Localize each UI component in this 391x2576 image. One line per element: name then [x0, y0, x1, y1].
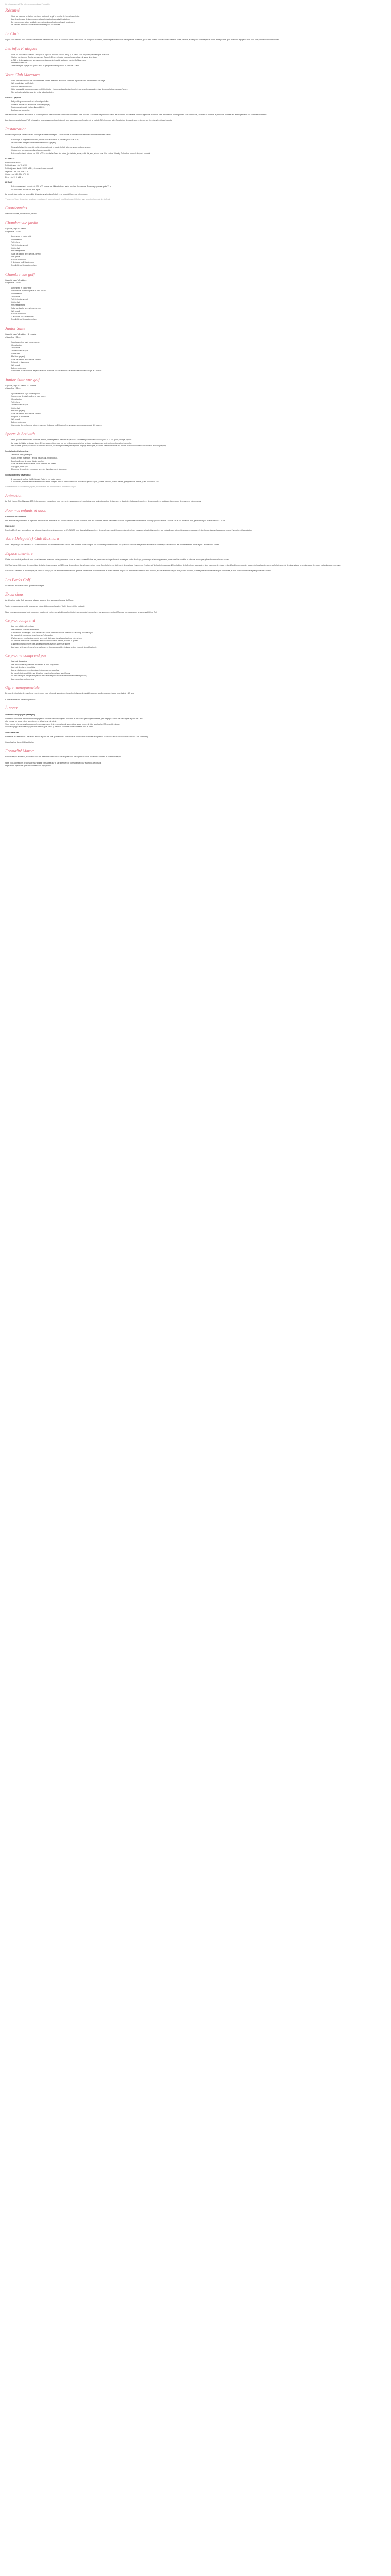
paragraph: Formule tout inclus Petit déjeuner : de 7h à 10h Petit déjeuner tardif : 10h30 à 11h, viennoiseries au cocktail. Déjeuner : de 12 h 30 à 14 h Goûter : de 16 h 00 à 17 h 30 Dîner : de 19 h à 22 h [5, 161, 54, 178]
section-title: Pour vos enfants & ados [5, 507, 46, 513]
list-item: • Téléphone [11, 296, 376, 299]
bullet-list [5, 287, 376, 321]
subheading: Sports / activités* payant(e)s : [5, 473, 31, 476]
list-item: • 1 lit double ou 2 lits simples [11, 316, 376, 319]
list-item: • Situé au Nord-Est du Maroc, l'aéroport d'Oujda se trouve à env. 55 km (1h) et à env. 125 km (1h45) de l'aéroport de Nador. [11, 54, 376, 57]
paragraph: Restaurant principal climatisé avec une large terrasse ombragée. Cuisine locale et internationale servie sous forme de buffets variés. [5, 133, 111, 136]
list-item: • Aquagym, water-polo. [11, 466, 376, 469]
list-item: • Votre club se compose de 150 chambres, toutes réservées aux Club Marmara, réparties dans 3 bâtiments d'un étage. [11, 80, 376, 83]
list-item: • Sur une vue depuis le golf et le parc naturel [11, 290, 376, 293]
list-item: • Télévision écran plat [11, 404, 376, 407]
list-item: • Station balnéaire de Saidia, surnommée "la perle Bleue", réputée pour sa longue plage de sable fin et doux. [11, 56, 376, 59]
list-item: • Balcon ou terrasse [11, 367, 376, 370]
list-item: • La formule "tout inclus" : les repas, les boissons locales à volonté, snacks et goûter. [11, 640, 376, 643]
section-pour-vos-enfants-ados [5, 508, 376, 532]
list-item: • Deux piscines extérieures, dont une animée, aménagées de transats et parasols. Serviettes piscine avec caution (env. 10 €) sur place, change payant. [11, 439, 376, 442]
list-item: • Taxe de séjour à payer sur place : env. 4€ par personne et par nuit à partir de 12 ans. [11, 65, 376, 68]
footnote: * Indépendants du club et non payant, sous réserve de disponibilité au moment du séjour. [5, 485, 77, 488]
section-votre-club-marmara [5, 73, 376, 122]
section-les-packs-golf [5, 578, 376, 588]
list-item: • Coffre-fort [11, 407, 376, 410]
list-item: • Composée d'une chambre séparée avec un lit double ou 2 lits simples, un espace salon avec canapé lit 2 places. [11, 370, 376, 373]
section-title: Les Packs Golf [5, 577, 30, 582]
bullet-list [5, 454, 376, 471]
list-item: • À 750 m de la marina, des zones commerciales animées et à quelques pas du Golf Les Lacs. [11, 59, 376, 62]
paragraph: Séjour sous le soleil pour un hôtel de la station balnéaire de Saidia et son doux climat. Votre club, sur l'élégance moderne, offre hospitalité et confort de la piscine de saison, pour vous faciliter ce que l'on souhaite de votre pièce de jeunes pour votre séjour de bord, entre piscine, golf ou encore équipées d'un bord privé, un repos méditerranéen. [5, 38, 280, 41]
section-chambre-vue-golf [5, 272, 376, 321]
section-title: Junior Suite vue golf [5, 377, 40, 382]
list-item: • Balcon ou terrasse [11, 313, 376, 316]
list-item: • Hôtel accessible aux personnes à mobilité réduite : équipements adaptés et équipée de chambres adaptées (sur demande) et de rampes d'accès. [11, 88, 376, 91]
sections [5, 8, 376, 768]
list-item: • Téléphone [11, 401, 376, 404]
section-title: Ce prix ne comprend pas [5, 653, 47, 658]
list-item: • Coffre-fort [11, 301, 376, 304]
list-item: • Climatisation [11, 344, 376, 347]
list-item: • Location de voitures auprès de notre délégué(e). [11, 104, 376, 107]
section-offre-monoparentale [5, 685, 376, 701]
paragraph: Votre Délégué(e) Club Marmara, 100% francophone, vous est entièrement dédié. Il est présent tout au long de vos vacances pour répondre à vos questions et vous faire profiter au mieux de votre séjour et découvrir les incontournables de la région : excursions, sorties... [5, 544, 221, 546]
section-les-infos-pratiques [5, 46, 376, 68]
section-title: Offre monoparentale [5, 685, 40, 690]
section-chambre-vue-jardin [5, 221, 376, 267]
list-item: • Salle de fitness et accès libre, cours collectifs de fitness. [11, 463, 376, 466]
subheading: LA TABLE* [5, 158, 15, 160]
list-item: • Coffre-fort [11, 247, 376, 250]
list-item: • Possibilité de lit supplémentaire [11, 264, 376, 267]
section-restauration [5, 127, 376, 201]
list-item: • Lumineuse et confortable [11, 235, 376, 239]
list-item: • Padel, terrain multisport : tennis, basket-ball, mini football. [11, 457, 376, 460]
list-item: • Baby-sitting sur demande et selon disponibilité. [11, 100, 376, 104]
list-item: • Les excursions optionnelles. [11, 678, 376, 681]
list-item: • Mini-bar (payant) [11, 410, 376, 413]
list-item: • La taxe de séjour à régler sur place à votre arrivée (sous réserve de modification sans préavis). [11, 675, 376, 678]
section-title: Votre Délégué(e) Club Marmara [5, 536, 59, 541]
list-item: • Télévision écran plat [11, 350, 376, 353]
section-ce-prix-comprend [5, 618, 376, 649]
list-item: • Les vols affrétés aller-retour. [11, 625, 376, 629]
section-votre-delegue-e-club-marmara [5, 536, 376, 547]
section-title: Votre Club Marmara [5, 72, 40, 77]
subheading: M'LOUNGE [5, 525, 15, 528]
list-item: • Balcon ou terrasse [11, 421, 376, 425]
list-item: • Téléphone [11, 347, 376, 350]
list-item: • Mini-bar (payant) [11, 355, 376, 359]
list-item: • Wifi gratuit [11, 364, 376, 367]
subheading: L'ATELIER DES SURFS* [5, 515, 26, 518]
paragraph: Au départ de votre Club Marmara, plongez au cœur des grandes richesses du Maroc. Toutes ces excursions sont à réserver sur place. Liste non exhaustive. Tarifs donnés à titre indicatif. Nous vous suggérons que toute excursion, location de voiture ou activité qu'elle effectuée par un autre intermédiaire que votre représentant Marmara n'engagera pas la responsabilité de TUI. [5, 599, 157, 613]
list-item: • Climatisation [11, 239, 376, 242]
list-item: • Spacieuse et de style contemporain [11, 341, 376, 344]
paragraph: Pour les séjour au Maroc, il convient pour les ressortissants français de disposer d'un passeport en cours de validité couvrant la totalité du séjour. Nous vous conseillons de consulter la rubrique formalités (sur le site internet) de votre agence pour avoir plus de détails. https://www.diplomatie.gouv.fr/fr/conseils-aux-voyageurs/ [5, 756, 122, 767]
bullet-list [5, 100, 376, 112]
section-title: Sports & Activités [5, 432, 36, 436]
paragraph: Pour les 13-17 ans : une salle ou se retrouvent avec leur animateur dans le M'LOUNGE pour des activités sportives, des challenges ou défis connectés entre leurs vacances, et activités sportives ou culturelles en soirée (des vacances scolaires). La club se réserve la pause au moins 2 semaines à l'annulation. [5, 529, 252, 531]
list-item: • Services de blanchisserie. [11, 86, 376, 89]
list-item: • Le cocktail de bienvenue, les réunions d'information. [11, 634, 376, 637]
hotel-description [0, 0, 381, 768]
paragraph: Capacité jusqu'à 3 adultes. • Superficie : 32 m² [5, 227, 27, 233]
list-item: • Téléphone [11, 241, 376, 244]
section-title: Coordonnées [5, 206, 27, 211]
tab-nav-text[interactable]: Ce prix comprend / Ce prix ne comprend pas Formalités [5, 3, 50, 5]
paragraph: Capacité jusqu'à 3 adultes. • Superficie : 39 m² [5, 279, 27, 284]
bullet-list [5, 146, 376, 155]
subheading: • Offre sans cafi [5, 732, 19, 734]
list-item: • Les prestations non mentionnées et dépenses personnelles. [11, 669, 376, 672]
paragraph: Capacité jusqu'à 2 adultes + 2 enfants. • Superficie : 52 m² [5, 333, 37, 338]
paragraph: Station Balnéaire, Saïdia 60260, Maroc [5, 213, 37, 215]
section-a-noter [5, 706, 376, 744]
section-title: Résumé [5, 7, 20, 13]
bullet-list [5, 393, 376, 427]
paragraph: Les chambres spécifiques PMR nécessitent un aménagement particulier et sont soumises à confirmation de la part de TUI et devront faire l'objet d'une demande auprès de vos services dans les délais impartis. [5, 119, 172, 122]
section-excursions [5, 592, 376, 614]
list-item: • La plage de Saidia se trouve à env. 1,5 km, accessible à pied par un petit passage privé de la plage, publique mais aménagée de transats et parasols. [11, 442, 376, 445]
paragraph: Possibilité de réserver un Club avec les vols à partir de 69 € (par rapport à la formule de réservation mixte dès le départ du 01/06/2024 au 30/06/2024 hors vols du Club Marmara) Consultez les disponibilités et tarifs. [5, 735, 148, 743]
list-item: • Sur une vue depuis le golf et le parc naturel [11, 395, 376, 398]
list-item: • Boutique de souvenirs. [11, 109, 376, 112]
section-resume [5, 8, 376, 27]
list-item: • Normes locales : 4* [11, 62, 376, 65]
bullet-list [5, 235, 376, 267]
list-item: • Coffre-fort [11, 353, 376, 356]
bullet-list [5, 54, 376, 68]
list-item: • Mini-réfrigérateur [11, 250, 376, 253]
section-sports-activites [5, 432, 376, 488]
section-junior-suite-vue-golf [5, 378, 376, 427]
section-title: Excursions [5, 592, 24, 597]
list-item: • Repas buffet varié à volonté : cuisine internationale et locale, buffet à thème, show cooking, snack... [11, 146, 376, 149]
paragraph: L'hôtel vous invite à profiter de son spa et hammam avec une vaste gamme de soins, le sauna accessible tous les jours avec un large choix de massages, soins du visage, gommages et enveloppements, mais aussi de produits et soins de massages grâce et réservation sur place. Golf Des Lacs : hôtel avec des conditions de tarifs et parcours de golf 18 trous, de conditions dans le cadre d'une zone d'une belle forme d'éléments de pratique : les greens, c'est un golf de haut niveau avec différents lieux de la fin et des accessoires à un parcours de niveau et de difficulté pour vous les joueurs de tous les niveaux, à golf-club organisé des tournois de la session avec des cours particuliers ou en groupe. Golf Three : Moderne et dynamique ; ce parcours conçu par son énorme de et avec une gamme intéressante de compétitions et divers terrains de jeu. Les débutants trouveront leur bonheur, et une académie de golf à la journée ou demi-journée pour les amateurs les plus confirmés, et d'un professionnel de la pratique de haut niveau. [5, 558, 341, 572]
section-junior-suite [5, 326, 376, 373]
section-formalite-maroc [5, 749, 376, 767]
list-item: • Les taxes aériennes, le surcharge carburant et transporteur et les frais de gestion (soumis à modifications). [11, 646, 376, 649]
list-item: • Salle de douche avec sèche-cheveux [11, 359, 376, 362]
list-item: • Wifi gratuit [11, 310, 376, 313]
list-item: • Peignoir et chaussons [11, 416, 376, 419]
paragraph: Vérifier les conditions de la franchise bagages en fonction des compagnies aériennes et des vols : petit réglementaires, petit bagages, forfait par passagers à partir de 2 ans. • Le voyage en soute est en supplément et à la charge du client. Vous pouvez réserver vos bagages ou le surclassement de la réservation de votre séjour, vous pourrez le faire au plus tard 72h avant le départ. Si vous voyagez avec des bagages hors format (golf, vélo...), merci de contacter notre conseiller pour le choix. [5, 717, 143, 728]
list-item: • Salle de douche avec sèche-cheveux [11, 253, 376, 256]
list-item: • Balcon ou terrasse [11, 259, 376, 262]
paragraph: Ce séjour a réservé un forfait golf avant le départ. [5, 584, 45, 587]
list-item: • Wifi gratuit [11, 256, 376, 259]
paragraph: La Club équipe Club Marmara, 100 % francophone, vous attend pour vos rendre vos vacances inoubliables : une animation autour de journées et d'activités ludiques et sportives, des spectacles et soirées à thème pour des moments mémorables. [5, 500, 202, 503]
section-animation [5, 493, 376, 503]
list-item: • Lumineuse et confortable [11, 287, 376, 290]
list-item: • Wifi gratuit dans tout l'hôtel. [11, 82, 376, 86]
list-item: • Peignoir et chaussons [11, 361, 376, 364]
list-item: • À proximité*, nombreuses activités* nautiques et ludiques dans la station balnéaire de Saïdia : jet ski, kayak, paddle, flyboard, bouée tractée, plongée sous-marine, quad, équitation, VTT. [11, 481, 376, 484]
list-item: • Et encore des activités en rapport avec les divertissements Marmara. [11, 468, 376, 471]
list-item: • Composée d'une chambre séparée avec un lit double ou 2 lits simples, un espace salon avec canapé lit 2 places. [11, 424, 376, 427]
list-item: • Boissons locales à volonté de 10 h à 23 h : bouteille d'eau, vin, bière, jus de fruits, soda, café, thé, eau, alcool local. Gin, Vodka, Whisky, Z alcool de cocktail du jour à volonté. [11, 152, 376, 156]
list-item: • Possibilité de lit supplémentaire [11, 318, 376, 321]
footnote: *Horaires et jours d'ouverture des bars et restaurants susceptibles de modification par l'hôtelier sans préavis, donnés à titre indicatif. [5, 198, 111, 200]
bullet-list [5, 139, 376, 144]
list-item: • Mini-réfrigérateur [11, 304, 376, 307]
bullet-list [5, 15, 376, 27]
section-title: Junior Suite [5, 326, 25, 331]
section-title: Espace bien-être [5, 551, 33, 556]
bullet-list [5, 439, 376, 448]
list-item: • Salle de douche avec sèche-cheveux [11, 307, 376, 310]
list-item: • Salle de douche avec sèche-cheveux [11, 413, 376, 416]
list-item: • Beach volley sur la plage dédiée au club. [11, 460, 376, 463]
section-title: Le Club [5, 31, 19, 36]
list-item: • Les chambres au design moderne et aux infrastructures adaptées à tous. [11, 18, 376, 21]
list-item: • Climatisation [11, 398, 376, 401]
section-title: À noter [5, 706, 18, 711]
bullet-list [5, 341, 376, 373]
list-item: • L'animation francophone : les activités et sports avec les soirées à thème. [11, 643, 376, 646]
section-espace-bien-etre [5, 551, 376, 573]
list-item: • Les frais de visa et formalités. [11, 666, 376, 669]
paragraph: La formule tout inclus est accessible dès votre arrivée dans l'hôtel, et ce jusqu'à l'heure de votre départ. [5, 193, 88, 196]
list-item: • Un restaurant de spécialités méditerranéennes (payant). [11, 142, 376, 145]
list-item: • Situé au cœur de la station balnéaire, jouissant le golf et proche de la marina animée. [11, 15, 376, 19]
section-title: Animation [5, 493, 23, 498]
bullet-list [5, 478, 376, 484]
section-title: Ce prix comprend [5, 618, 35, 623]
list-item: • Boissons servies à volonté de 10 h à 23 h dans les différents bars, selon horaires d'ouverture. Boissons payantes après 23 h. [11, 185, 376, 189]
list-item: • L'hébergement en chambre double avec petit déjeuner, dans la catégorie de votre choix. [11, 637, 376, 640]
subheading: Services - payant* [5, 96, 21, 99]
list-item: • Nos animations tarifés pour les petits, ado et adultes. [11, 91, 376, 94]
list-item: • Parking privé gratuit (selon disponibilités). [11, 106, 376, 109]
section-title: Formalité Maroc [5, 749, 34, 754]
list-item: • Les frais de service. [11, 660, 376, 664]
list-item: • 1 lit double ou 2 lits simples [11, 261, 376, 264]
bullet-list [5, 660, 376, 681]
list-item: • Les assurances et garanties facultatives et non obligatoires. [11, 664, 376, 667]
list-item: • Goûter avec une gourmandise chaude à volonté. [11, 149, 376, 152]
section-title: Les infos Pratiques [5, 46, 37, 51]
list-item: • Au restaurant aux heures des repas. [11, 189, 376, 192]
subheading: LE BAR* [5, 181, 13, 184]
section-title: Restauration [5, 126, 27, 131]
list-item: • Le transfert aéroport-hôtel sur départ de vols réguliers et vols spécifiques. [11, 672, 376, 675]
list-item: • L'assistance du délégué Club Marmara sur vous conseiller et vous orienter tout au long de votre séjour. [11, 632, 376, 635]
list-item: • Wifi gratuit [11, 418, 376, 421]
list-item: • Télévision écran plat [11, 298, 376, 301]
section-title: Chambre vue jardin [5, 220, 38, 225]
bullet-list [5, 625, 376, 649]
list-item: • Le concept d'activité Club Marmara animée pour vos familles [11, 24, 376, 27]
paragraph: Les remarques relatives au confort et à l'hébergement des chambres sont toutes données à titre indicatif. Le nombre de personnes dans les chambres est variable selon les types de chambres. Les mesures de l'hébergement sont comprises, L'hôtelier se réserve la possibilité de faire des aménagements sur certaines chambres. [5, 114, 267, 116]
paragraph: Capacité jusqu'à 2 adultes + 2 enfants. • Superficie : 52 m² [5, 384, 37, 390]
list-item: • Les transferts collectifs aller-retour. [11, 629, 376, 632]
list-item: • De nombreuses suites familiales avec séparations fonctionnelles et spacieuses. [11, 21, 376, 24]
bullet-list [5, 80, 376, 94]
section-le-club [5, 31, 376, 42]
list-item: • Télévision écran plat [11, 244, 376, 247]
subheading: Sports / activités inclus(es) : [5, 450, 30, 452]
section-ce-prix-ne-comprend-pas [5, 653, 376, 681]
subheading: • Franchise bagage (par passager) [5, 714, 35, 716]
list-item: • Une navette gratuite, toutes les 30 minutes environ, vous est proposée pour rejoindre la plage aménagée, le centre ville et la marina aux heures de fonctionnement. Réservation à l'hôtel (payant). [11, 445, 376, 448]
list-item: • Climatisation [11, 293, 376, 296]
list-item: • Bar lounge et dégustation de thés, snack : bar au bord de la piscine (de 10 h à 16 h). [11, 139, 376, 142]
bullet-list [5, 185, 376, 191]
paragraph: Nos animateurs passionnés et diplômés attendent vos enfants de 3 à 12 ans dans un espace commun pour des journées pleines d'activités : l'un des programmes est l'atelier de la compagnie qui est de 10h30 à 18h et du de l'après-midi, pendant le jour de Marmara du 17h-18. [5, 519, 226, 522]
paragraph: En plus de bénéficier de nos offres enfants, nous vous offrons le supplément chambre individuelle. (Valable pour un adulte voyageant avec un enfant de - 12 ans) *Dans la limite des places disponibles. [5, 692, 135, 701]
list-item: • 2 parcours de golf de 9 et 18 trous à l'hôtel et en pleine nature. [11, 478, 376, 481]
section-title: Chambre vue golf [5, 272, 35, 277]
section-coordonnees [5, 206, 376, 216]
list-item: • Tennis de table, pétanque. [11, 454, 376, 457]
list-item: • Spacieuse et de style contemporain [11, 393, 376, 396]
